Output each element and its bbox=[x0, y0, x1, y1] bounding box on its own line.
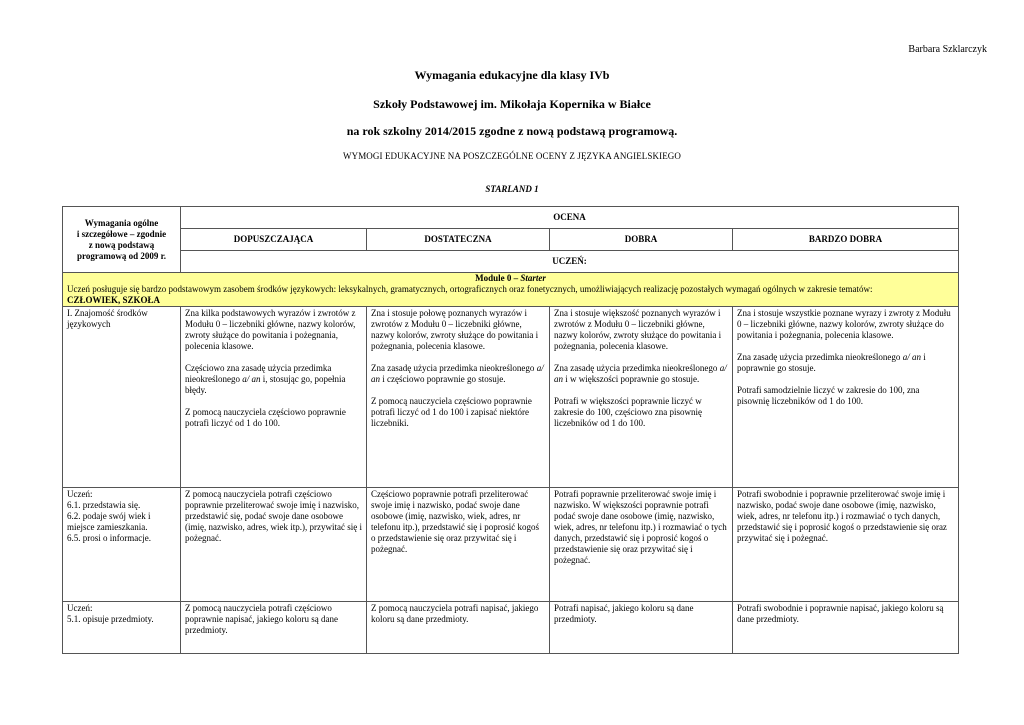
lead-text: 6.1. przedstawia się. bbox=[67, 500, 141, 510]
lead-cell bbox=[63, 307, 181, 488]
lead-text: miejsce zamieszkania. bbox=[67, 522, 148, 532]
grade-cell bbox=[733, 307, 959, 488]
grade-header-dopuszczajaca: DOPUSZCZAJĄCA bbox=[181, 229, 367, 251]
table-row bbox=[63, 488, 959, 602]
cell-paragraph: Zna zasadę użycia przedimka nieokreślonego a/ an i poprawnie go stosuje. bbox=[737, 352, 926, 373]
lead-header-line: i szczegółowe – zgodnie bbox=[76, 228, 167, 239]
table-row bbox=[63, 307, 959, 488]
grade-cell bbox=[550, 488, 733, 602]
grade-cell bbox=[367, 307, 550, 488]
school-year: na rok szkolny 2014/2015 zgodne z nową podstawą programową. bbox=[346, 124, 678, 138]
document-title: Wymagania edukacyjne dla klasy IVb bbox=[414, 68, 610, 82]
cell-paragraph: Zna zasadę użycia przedimka nieokreślonego a/ an i w większości poprawnie go stosuje. bbox=[554, 363, 727, 384]
article-term: a/ an bbox=[371, 363, 544, 384]
article-term: a/ an bbox=[554, 363, 727, 384]
cell-paragraph: Zna i stosuje połowę poznanych wyrazów i zwrotów z Modułu 0 – liczebniki główne, nazwy kolorów, zwroty służące do powitania i pożegnania, polecenia klasowe. bbox=[371, 308, 539, 351]
grade-cell bbox=[367, 488, 550, 602]
cell-paragraph: Z pomocą nauczyciela potrafi napisać, jakiego koloru są dane przedmioty. bbox=[371, 603, 539, 624]
article-term: a/ an bbox=[242, 374, 261, 384]
lead-cell bbox=[63, 602, 181, 654]
lead-text: I. Znajomość środków bbox=[67, 308, 148, 318]
article-term: a/ an bbox=[902, 352, 921, 362]
cell-paragraph: Zna zasadę użycia przedimka nieokreślonego a/ an i częściowo poprawnie go stosuje. bbox=[371, 363, 544, 384]
ocena-header: OCENA bbox=[181, 207, 959, 229]
cell-paragraph: Zna i stosuje wszystkie poznane wyrazy i zwroty z Modułu 0 – liczebniki główne, nazwy kolorów, zwroty służące do powitania i pożegnania, polecenia klasowe. bbox=[737, 308, 951, 340]
grade-cell bbox=[550, 602, 733, 654]
grade-cell bbox=[367, 602, 550, 654]
grade-cell bbox=[550, 307, 733, 488]
cell-paragraph: Częściowo poprawnie potrafi przeliterować swoje imię i nazwisko, podać swoje dane osobowe (imię, nazwisko, wiek, adres, nr telefonu itp.), przedstawić się i poprosić kogoś o przedstawienie się oraz przywitać się i pożegnać. bbox=[371, 489, 539, 554]
grade-header-dostateczna: DOSTATECZNA bbox=[367, 229, 550, 251]
cell-paragraph: Potrafi swobodnie i poprawnie przeliterować swoje imię i nazwisko, podać swoje dane osobowe (imię, nazwisko, wiek, adres, nr telefonu itp.) i rozmawiać o tych danych, przedstawić się i poprosić kogoś o przedstawienie się oraz przywitać się i pożegnać. bbox=[737, 489, 947, 543]
lead-header-line: Wymagania ogólne bbox=[84, 217, 159, 228]
lead-text: 6.2. podaje swój wiek i bbox=[67, 511, 151, 521]
grade-cell bbox=[181, 488, 367, 602]
lead-header-cell bbox=[63, 207, 181, 273]
cell-paragraph: Potrafi napisać, jakiego koloru są dane przedmioty. bbox=[554, 603, 694, 624]
cell-paragraph: Potrafi poprawnie przeliterować swoje imię i nazwisko. W większości poprawnie potrafi podać swoje dane osobowe (imię, nazwisko, wiek, adres, nr telefonu itp.) i rozmawiać o tych danych, przedstawić się i poprosić kogoś o przedstawienie się oraz przywitać się i pożegnać. bbox=[554, 489, 727, 565]
grade-cell bbox=[181, 602, 367, 654]
lead-text: 5.1. opisuje przedmioty. bbox=[67, 614, 154, 624]
requirements-table bbox=[62, 206, 959, 654]
cell-paragraph: Zna kilka podstawowych wyrazów i zwrotów z Modułu 0 – liczebniki główne, nazwy kolorów, zwroty służące do powitania i pożegnania, polecenia klasowe. bbox=[185, 308, 356, 351]
subtitle: WYMOGI EDUKACYJNE NA POSZCZEGÓLNE OCENY Z JĘZYKA ANGIELSKIEGO bbox=[343, 151, 681, 161]
cell-paragraph: Częściowo zna zasadę użycia przedimka nieokreślonego a/ an i, stosując go, popełnia błędy. bbox=[185, 363, 346, 395]
cell-paragraph: Z pomocą nauczyciela częściowo poprawnie potrafi liczyć od 1 do 100 i zapisać niektóre liczebniki. bbox=[371, 396, 532, 428]
cell-paragraph: Potrafi samodzielnie liczyć w zakresie do 100, zna pisownię liczebników od 1 do 100. bbox=[737, 385, 920, 406]
lead-text: językowych bbox=[67, 319, 111, 329]
cell-paragraph: Potrafi w większości poprawnie liczyć w zakresie do 100, częściowo zna pisownię liczebników od 1 do 100. bbox=[554, 396, 702, 428]
author-name: Barbara Szklarczyk bbox=[908, 44, 987, 55]
school-name: Szkoły Podstawowej im. Mikołaja Kopernika w Białce bbox=[373, 97, 651, 111]
grade-cell bbox=[733, 488, 959, 602]
module-topic: CZŁOWIEK, SZKOŁA bbox=[67, 295, 161, 305]
lead-header-line: z nową podstawą bbox=[88, 239, 155, 250]
module-title bbox=[67, 273, 954, 284]
grade-cell bbox=[733, 602, 959, 654]
cell-paragraph: Z pomocą nauczyciela potrafi częściowo poprawnie napisać, jakiego koloru są dane przedmioty. bbox=[185, 603, 338, 635]
grade-header-dobra: DOBRA bbox=[550, 229, 733, 251]
grade-header-bardzo-dobra: BARDZO DOBRA bbox=[733, 229, 959, 251]
cell-paragraph: Potrafi swobodnie i poprawnie napisać, jakiego koloru są dane przedmioty. bbox=[737, 603, 944, 624]
textbook-name: STARLAND 1 bbox=[485, 184, 539, 194]
module-title-prefix: Module 0 – bbox=[475, 273, 521, 283]
lead-cell bbox=[63, 488, 181, 602]
cell-paragraph: Z pomocą nauczyciela potrafi częściowo poprawnie przeliterować swoje imię i nazwisko, przedstawić się, podać swoje dane osobowe (imię, nazwisko, adres, wiek itp.), przywitać się i pożegnać. bbox=[185, 489, 362, 543]
module-banner bbox=[63, 273, 959, 307]
lead-text: 6.5. prosi o informacje. bbox=[67, 533, 151, 543]
module-description: Uczeń posługuje się bardzo podstawowym zasobem środków językowych: leksykalnych, gramatycznych, ortograficznych oraz fonetycznych, umożliwiających realizację pozostałych wymagań ogólnych w zakresie tematów: bbox=[67, 284, 873, 294]
cell-paragraph: Z pomocą nauczyciela częściowo poprawnie potrafi liczyć od 1 do 100. bbox=[185, 407, 346, 428]
uczen-header: UCZEŃ: bbox=[181, 251, 959, 273]
table-row bbox=[63, 602, 959, 654]
cell-paragraph: Zna i stosuje większość poznanych wyrazów i zwrotów z Modułu 0 – liczebniki główne, nazwy kolorów, zwroty służące do powitania i pożegnania, polecenia klasowe. bbox=[554, 308, 722, 351]
lead-text: Uczeń: bbox=[67, 603, 93, 613]
module-title-name: Starter bbox=[520, 273, 546, 283]
grade-cell bbox=[181, 307, 367, 488]
lead-header-line: programową od 2009 r. bbox=[76, 250, 166, 261]
lead-text: Uczeń: bbox=[67, 489, 93, 499]
